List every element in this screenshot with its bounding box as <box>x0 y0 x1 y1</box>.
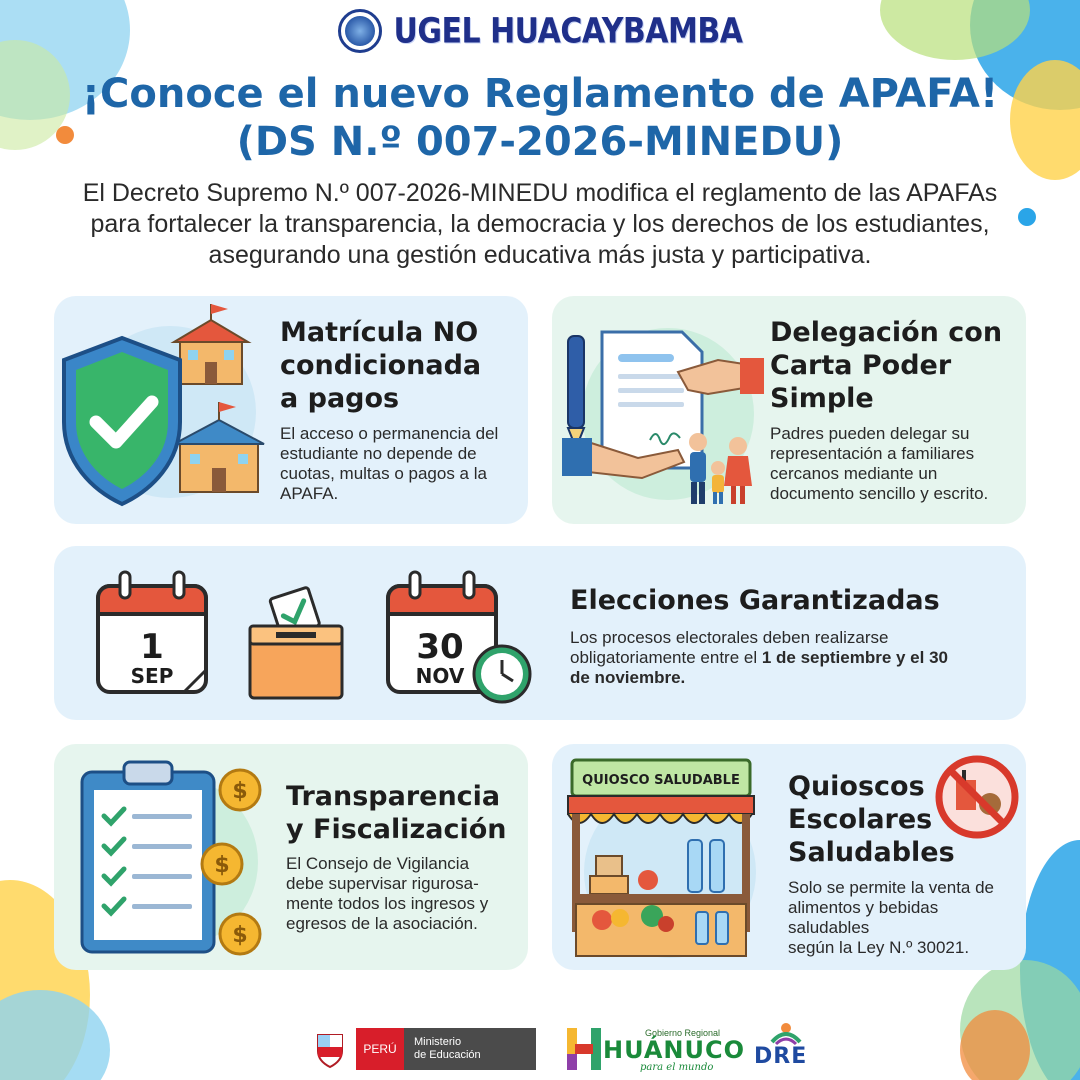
card-transparencia-text: El Consejo de Vigilancia debe supervisar rigurosa- mente todos los ingresos y egresos de la asociación. <box>286 854 489 933</box>
svg-text:$: $ <box>214 853 230 878</box>
card-matricula-text: El acceso o permanencia del estudiante no depende de cuotas, multas o pagos a la APAFA. <box>280 424 499 503</box>
dre-logo <box>752 1022 822 1074</box>
card-elecciones-title: Elecciones Garantizadas <box>570 585 940 616</box>
calendar-day-2: 30 <box>416 627 464 667</box>
intro-paragraph: El Decreto Supremo N.º 007-2026-MINEDU modifica el reglamento de las APAFAs para fortalecer la transparencia, la democracia y los derechos de los estudiantes, asegurando una gestión educativa más justa y participativa. <box>82 179 998 269</box>
clipboard-checklist-icon <box>82 762 214 952</box>
header <box>0 8 1080 54</box>
shield-school-illustration <box>60 302 270 522</box>
ministerio-label: Ministerio de Educación <box>404 1028 536 1070</box>
card-delegacion <box>552 296 1026 524</box>
calendar-month-2: NOV <box>415 664 465 688</box>
calendar-day-1: 1 <box>140 627 164 667</box>
minedu-logo <box>310 1028 536 1070</box>
page-title <box>0 70 1080 166</box>
org-name: UGEL HUACAYBAMBA <box>393 10 743 52</box>
svg-text:$: $ <box>232 779 248 804</box>
card-transparencia-title: Transparencia y Fiscalización <box>286 781 507 845</box>
card-quioscos-title: Quioscos Escolares Saludables <box>788 771 955 868</box>
ballot-box-icon <box>246 586 346 706</box>
peru-coat-of-arms-icon <box>310 1029 350 1069</box>
card-quioscos-text: Solo se permite la venta de alimentos y bebidas saludables según la Ley N.º 30021. <box>788 878 995 957</box>
card-elecciones <box>54 546 1026 720</box>
document-icon <box>602 332 702 468</box>
school-icon <box>174 304 248 384</box>
card-delegacion-title: Delegación con Carta Poder Simple <box>770 317 1003 414</box>
title-line-2: (DS N.º 007-2026-MINEDU) <box>236 119 844 165</box>
footer-logos <box>0 1020 1080 1076</box>
svg-text:$: $ <box>232 923 248 948</box>
letter-handover-illustration <box>558 302 768 522</box>
card-quioscos <box>552 744 1026 970</box>
dre-label: DRE <box>754 1044 808 1069</box>
huanuco-logo <box>565 1024 755 1074</box>
calendar-month-1: SEP <box>130 664 174 688</box>
huanuco-h-icon <box>565 1024 605 1074</box>
kiosk-sign: QUIOSCO SALUDABLE <box>582 773 740 788</box>
ugel-logo <box>338 9 382 53</box>
card-matricula <box>54 296 528 524</box>
clock-icon <box>474 646 530 702</box>
huanuco-slogan: para el mundo <box>640 1062 714 1073</box>
card-elecciones-text: Los procesos electorales deben realizarse obligatoriamente entre el 1 de septiembre y el 30 de noviembre. <box>570 628 948 687</box>
decor-dot-blue-right <box>1018 208 1036 226</box>
huanuco-label: HUÁNUCO <box>603 1036 745 1064</box>
card-delegacion-text: Padres pueden delegar su representación a familiares cercanos mediante un documento sencillo y escrito. <box>770 424 989 503</box>
gobierno-regional-label: Gobierno Regional <box>645 1028 721 1038</box>
calendar-icon <box>94 570 214 700</box>
clipboard-illustration <box>62 750 282 970</box>
kiosk-illustration <box>566 752 776 968</box>
pen-icon <box>568 336 584 448</box>
title-line-1: ¡Conoce el nuevo Reglamento de APAFA! <box>81 71 999 117</box>
card-matricula-title: Matrícula NO condicionada a pagos <box>280 317 482 414</box>
calendar-icon-2 <box>384 570 544 710</box>
peru-label: PERÚ <box>356 1028 404 1070</box>
card-transparencia <box>54 744 528 970</box>
dre-figure-icon <box>766 1022 806 1046</box>
